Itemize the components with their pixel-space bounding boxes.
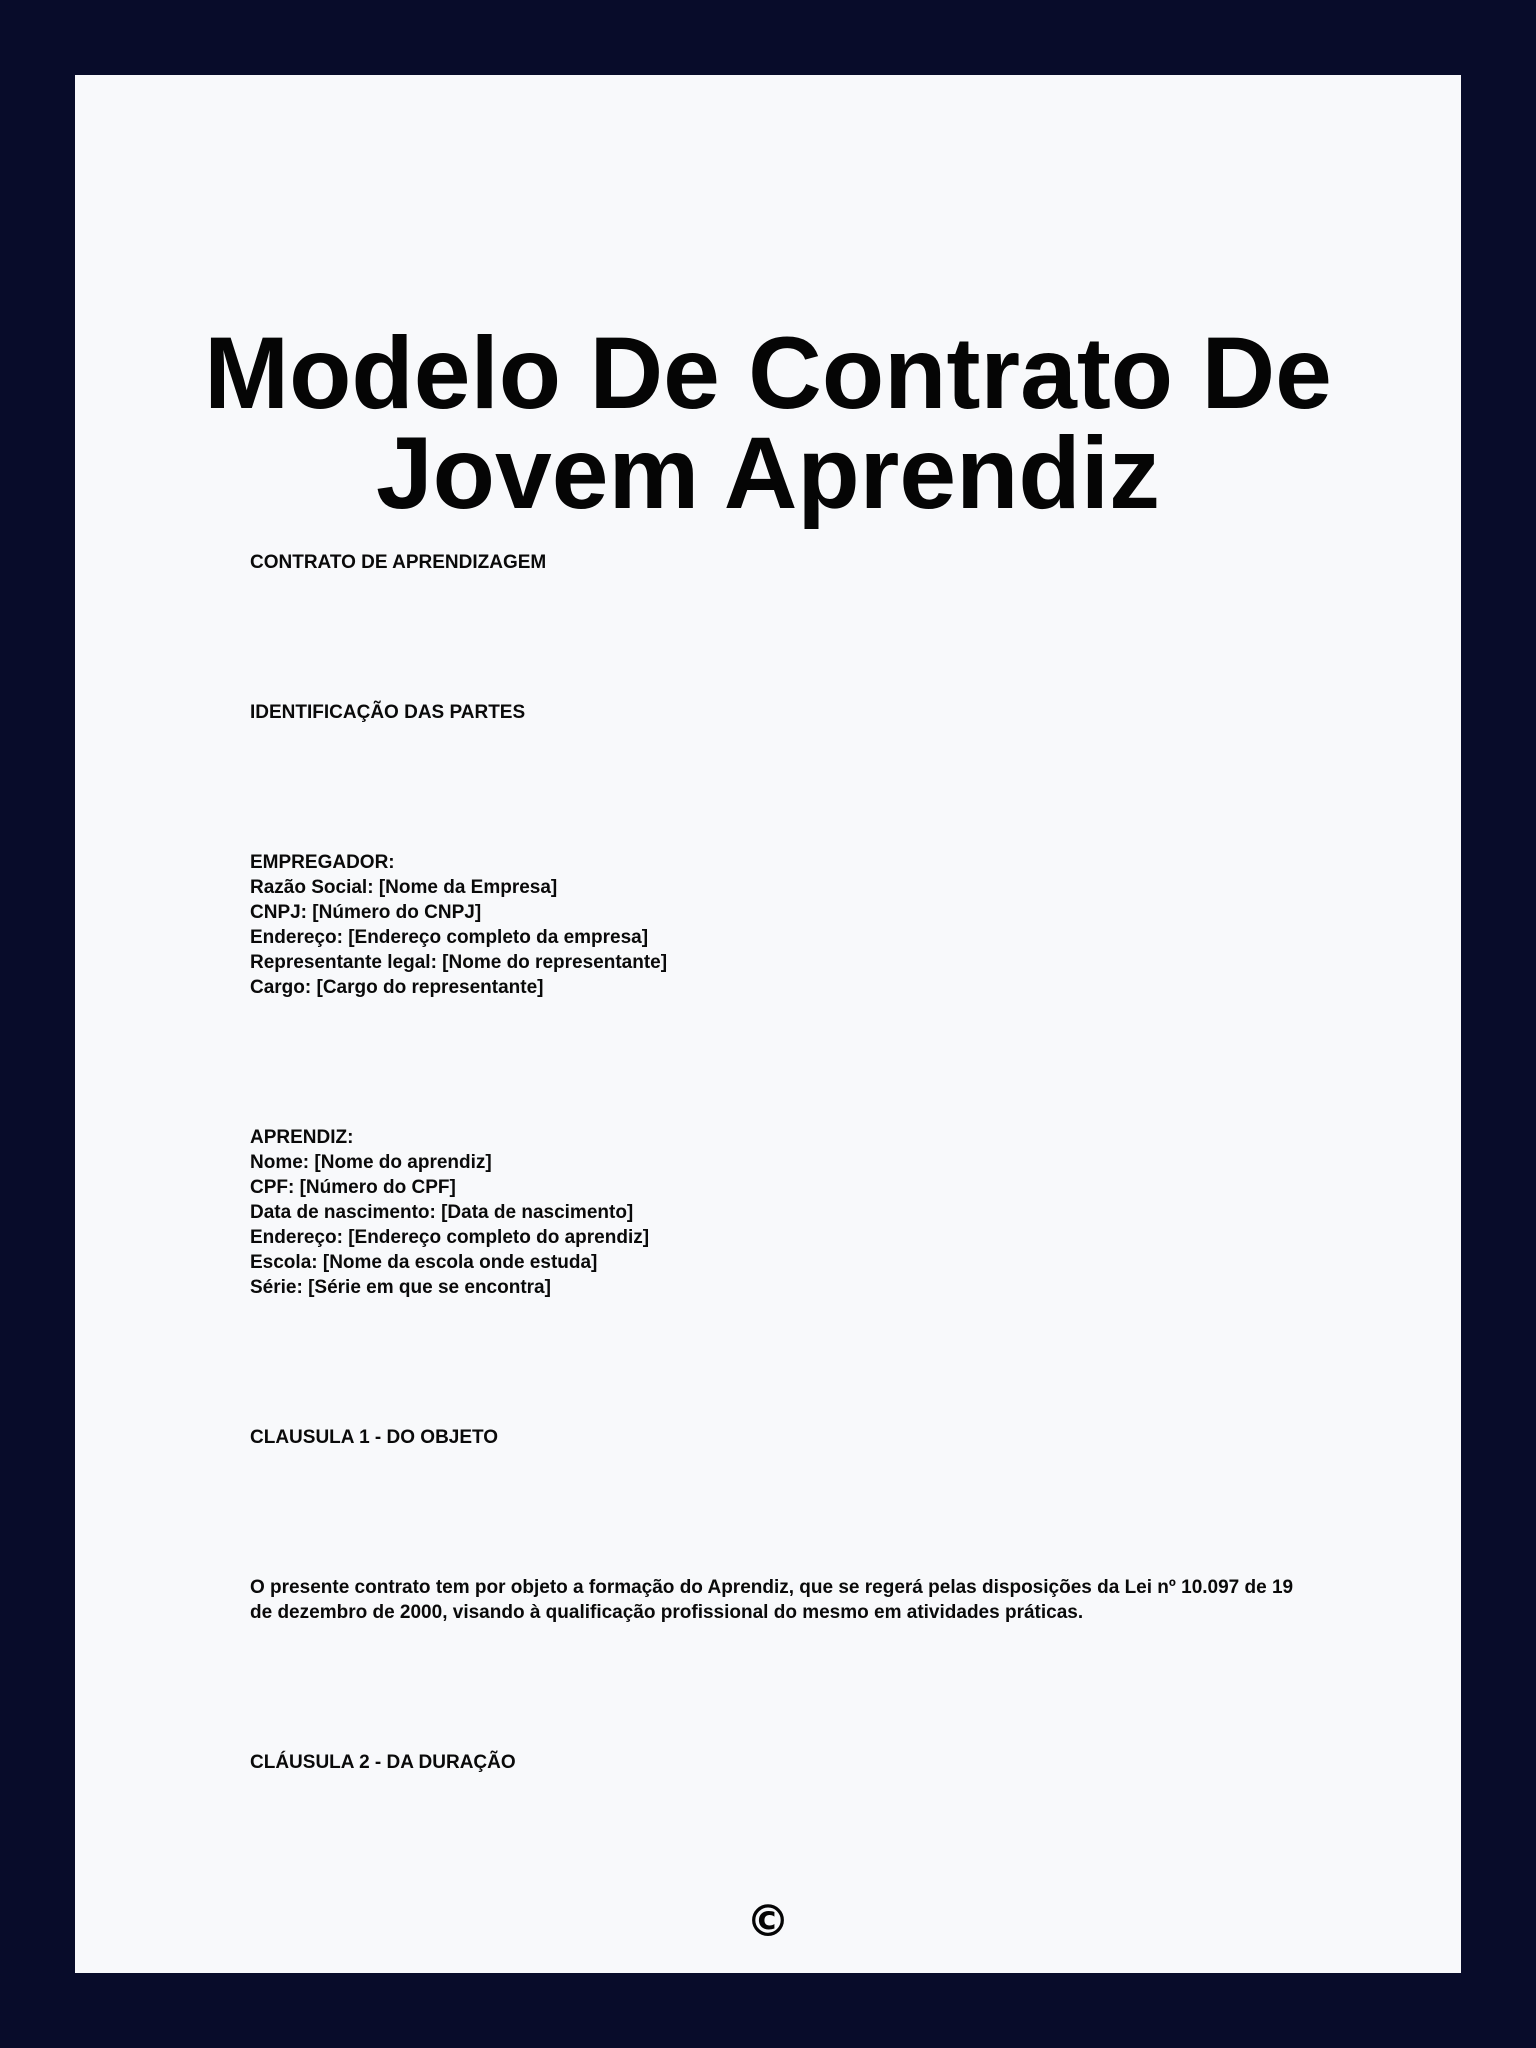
clause1-paragraph-text: O presente contrato tem por objeto a formação do Aprendiz, que se regerá pelas disposições da Lei nº 10.097 de 19 de dezembro de 2000, visando à qualificação profissional do mesmo em atividades práticas. [250, 1577, 1294, 1623]
employer-label: EMPREGADOR: [250, 852, 395, 873]
apprentice-line: Série: [Série em que se encontra] [250, 1277, 551, 1298]
heading-parties [250, 700, 1330, 725]
clause2-heading [250, 1750, 1330, 1775]
clause1-heading [250, 1425, 1330, 1450]
heading-parties-text: IDENTIFICAÇÃO DAS PARTES [250, 702, 526, 723]
apprentice-line: Escola: [Nome da escola onde estuda] [250, 1252, 598, 1273]
clause2-heading-text: CLÁUSULA 2 - DA DURAÇÃO [250, 1752, 516, 1773]
heading-contract [250, 550, 1330, 575]
employer-line: Razão Social: [Nome da Empresa] [250, 877, 558, 898]
employer-line: Endereço: [Endereço completo da empresa] [250, 927, 649, 948]
employer-line: Representante legal: [Nome do representante] [250, 952, 668, 973]
apprentice-line: Nome: [Nome do aprendiz] [250, 1152, 492, 1173]
clause1-heading-text: CLAUSULA 1 - DO OBJETO [250, 1427, 499, 1448]
employer-line: CNPJ: [Número do CNPJ] [250, 902, 482, 923]
clause1-paragraph [250, 1575, 1310, 1625]
document-page [75, 75, 1461, 1973]
apprentice-line: CPF: [Número do CPF] [250, 1177, 456, 1198]
apprentice-section [250, 1125, 1330, 1300]
employer-line: Cargo: [Cargo do representante] [250, 977, 544, 998]
document-title: Modelo De Contrato De Jovem Aprendiz [204, 316, 1332, 530]
employer-section [250, 850, 1330, 1000]
copyright-icon: © [746, 1896, 790, 1947]
apprentice-line: Endereço: [Endereço completo do aprendiz] [250, 1227, 650, 1248]
apprentice-line: Data de nascimento: [Data de nascimento] [250, 1202, 634, 1223]
heading-contract-text: CONTRATO DE APRENDIZAGEM [250, 552, 547, 573]
apprentice-label: APRENDIZ: [250, 1127, 354, 1148]
